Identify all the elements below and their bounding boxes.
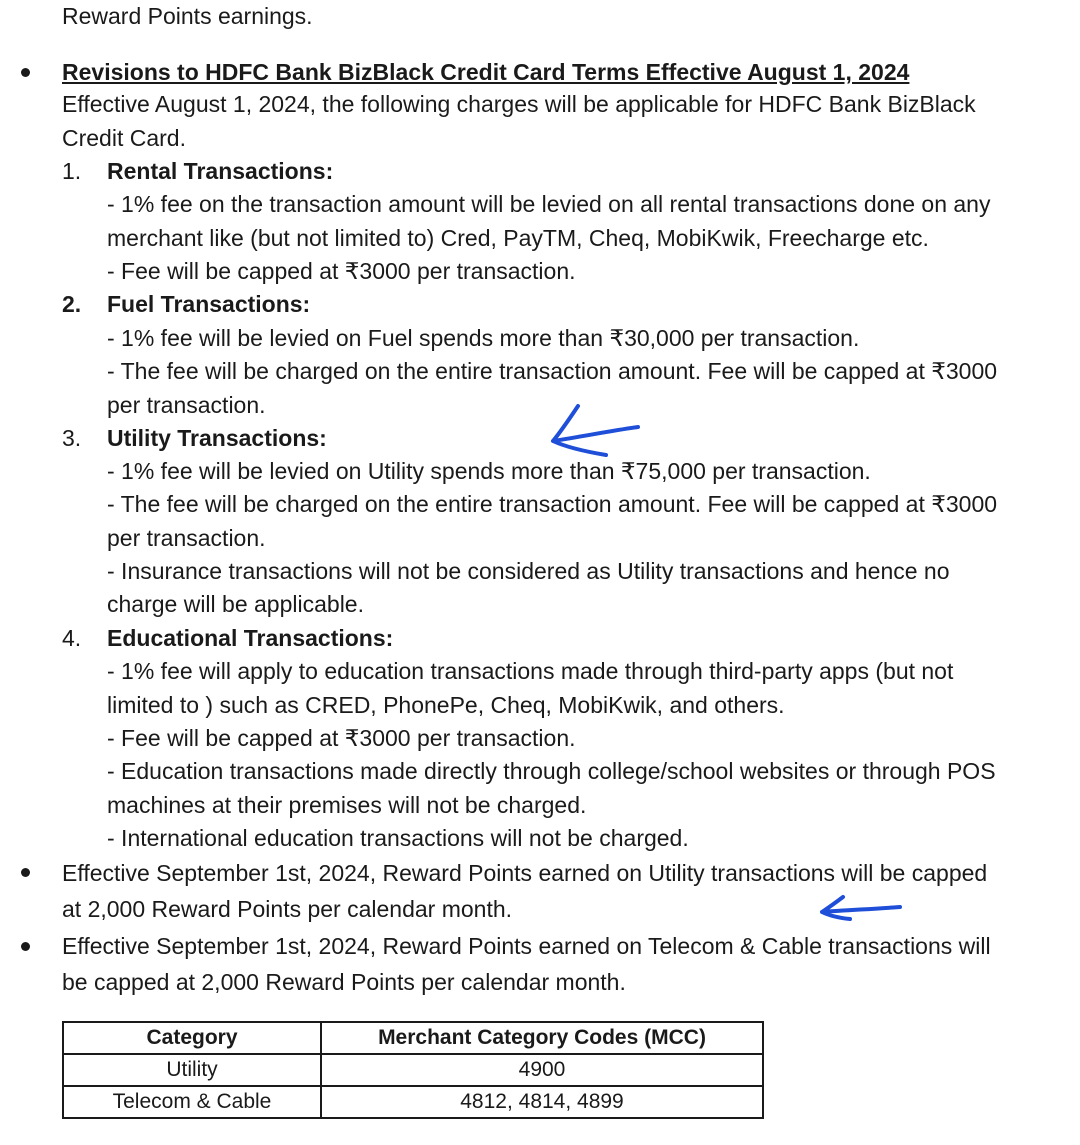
table-cell-category: Telecom & Cable	[63, 1086, 321, 1118]
item-line: - The fee will be charged on the entire transaction amount. Fee will be capped at ₹3000	[107, 358, 998, 384]
item-number: 2.	[62, 291, 82, 317]
arrow-annotation-utility-fee	[553, 406, 638, 455]
utility-cap-line: Effective September 1st, 2024, Reward Points earned on Utility transactions will be capped	[62, 860, 988, 886]
table-row	[63, 1086, 763, 1118]
table-header-category: Category	[63, 1022, 321, 1054]
item-line: - 1% fee will be levied on Fuel spends more than ₹30,000 per transaction.	[107, 325, 860, 351]
item-line: per transaction.	[107, 525, 266, 551]
item-line: merchant like (but not limited to) Cred, PayTM, Cheq, MobiKwik, Freecharge etc.	[107, 225, 929, 251]
item-line: - 1% fee on the transaction amount will be levied on all rental transactions done on any	[107, 191, 991, 217]
item-line: - Fee will be capped at ₹3000 per transaction.	[107, 258, 576, 284]
revisions-intro: Effective August 1, 2024, the following charges will be applicable for HDFC Bank BizBlack	[62, 91, 976, 117]
telecom-cap-line: Effective September 1st, 2024, Reward Points earned on Telecom & Cable transactions will	[62, 933, 991, 959]
item-line: per transaction.	[107, 392, 266, 418]
mcc-table	[62, 1021, 764, 1119]
item-number: 3.	[62, 425, 82, 451]
item-line: - The fee will be charged on the entire transaction amount. Fee will be capped at ₹3000	[107, 491, 998, 517]
item-title-fuel: Fuel Transactions:	[107, 291, 311, 317]
bullet-marker	[21, 942, 30, 951]
table-cell-mcc: 4900	[321, 1054, 763, 1086]
top-line: Reward Points earnings.	[62, 3, 313, 29]
telecom-cap-line-cont: be capped at 2,000 Reward Points per calendar month.	[62, 969, 626, 995]
item-number: 4.	[62, 625, 82, 651]
item-line: - Education transactions made directly through college/school websites or through POS	[107, 758, 996, 784]
item-number: 1.	[62, 158, 82, 184]
item-line: - 1% fee will be levied on Utility spends more than ₹75,000 per transaction.	[107, 458, 871, 484]
table-header-row	[63, 1022, 763, 1054]
item-line: - Insurance transactions will not be considered as Utility transactions and hence no	[107, 558, 950, 584]
table-header-mcc: Merchant Category Codes (MCC)	[321, 1022, 763, 1054]
table-row	[63, 1054, 763, 1086]
item-line: - International education transactions will not be charged.	[107, 825, 689, 851]
item-line: - Fee will be capped at ₹3000 per transaction.	[107, 725, 576, 751]
item-title-utility: Utility Transactions:	[107, 425, 327, 451]
arrow-annotation-utility-cap	[822, 897, 900, 919]
item-line: limited to ) such as CRED, PhonePe, Cheq, MobiKwik, and others.	[107, 692, 785, 718]
table-cell-category: Utility	[63, 1054, 321, 1086]
item-title-rental: Rental Transactions:	[107, 158, 334, 184]
item-line: charge will be applicable.	[107, 591, 364, 617]
bullet-marker	[21, 68, 30, 77]
utility-cap-line-cont: at 2,000 Reward Points per calendar month.	[62, 896, 513, 922]
item-line: - 1% fee will apply to education transactions made through third-party apps (but not	[107, 658, 954, 684]
item-title-educational: Educational Transactions:	[107, 625, 394, 651]
revisions-heading: Revisions to HDFC Bank BizBlack Credit Card Terms Effective August 1, 2024	[62, 59, 910, 85]
item-line: machines at their premises will not be charged.	[107, 792, 587, 818]
revisions-intro-cont: Credit Card.	[62, 125, 186, 151]
bullet-marker	[21, 868, 30, 877]
table-cell-mcc: 4812, 4814, 4899	[321, 1086, 763, 1118]
